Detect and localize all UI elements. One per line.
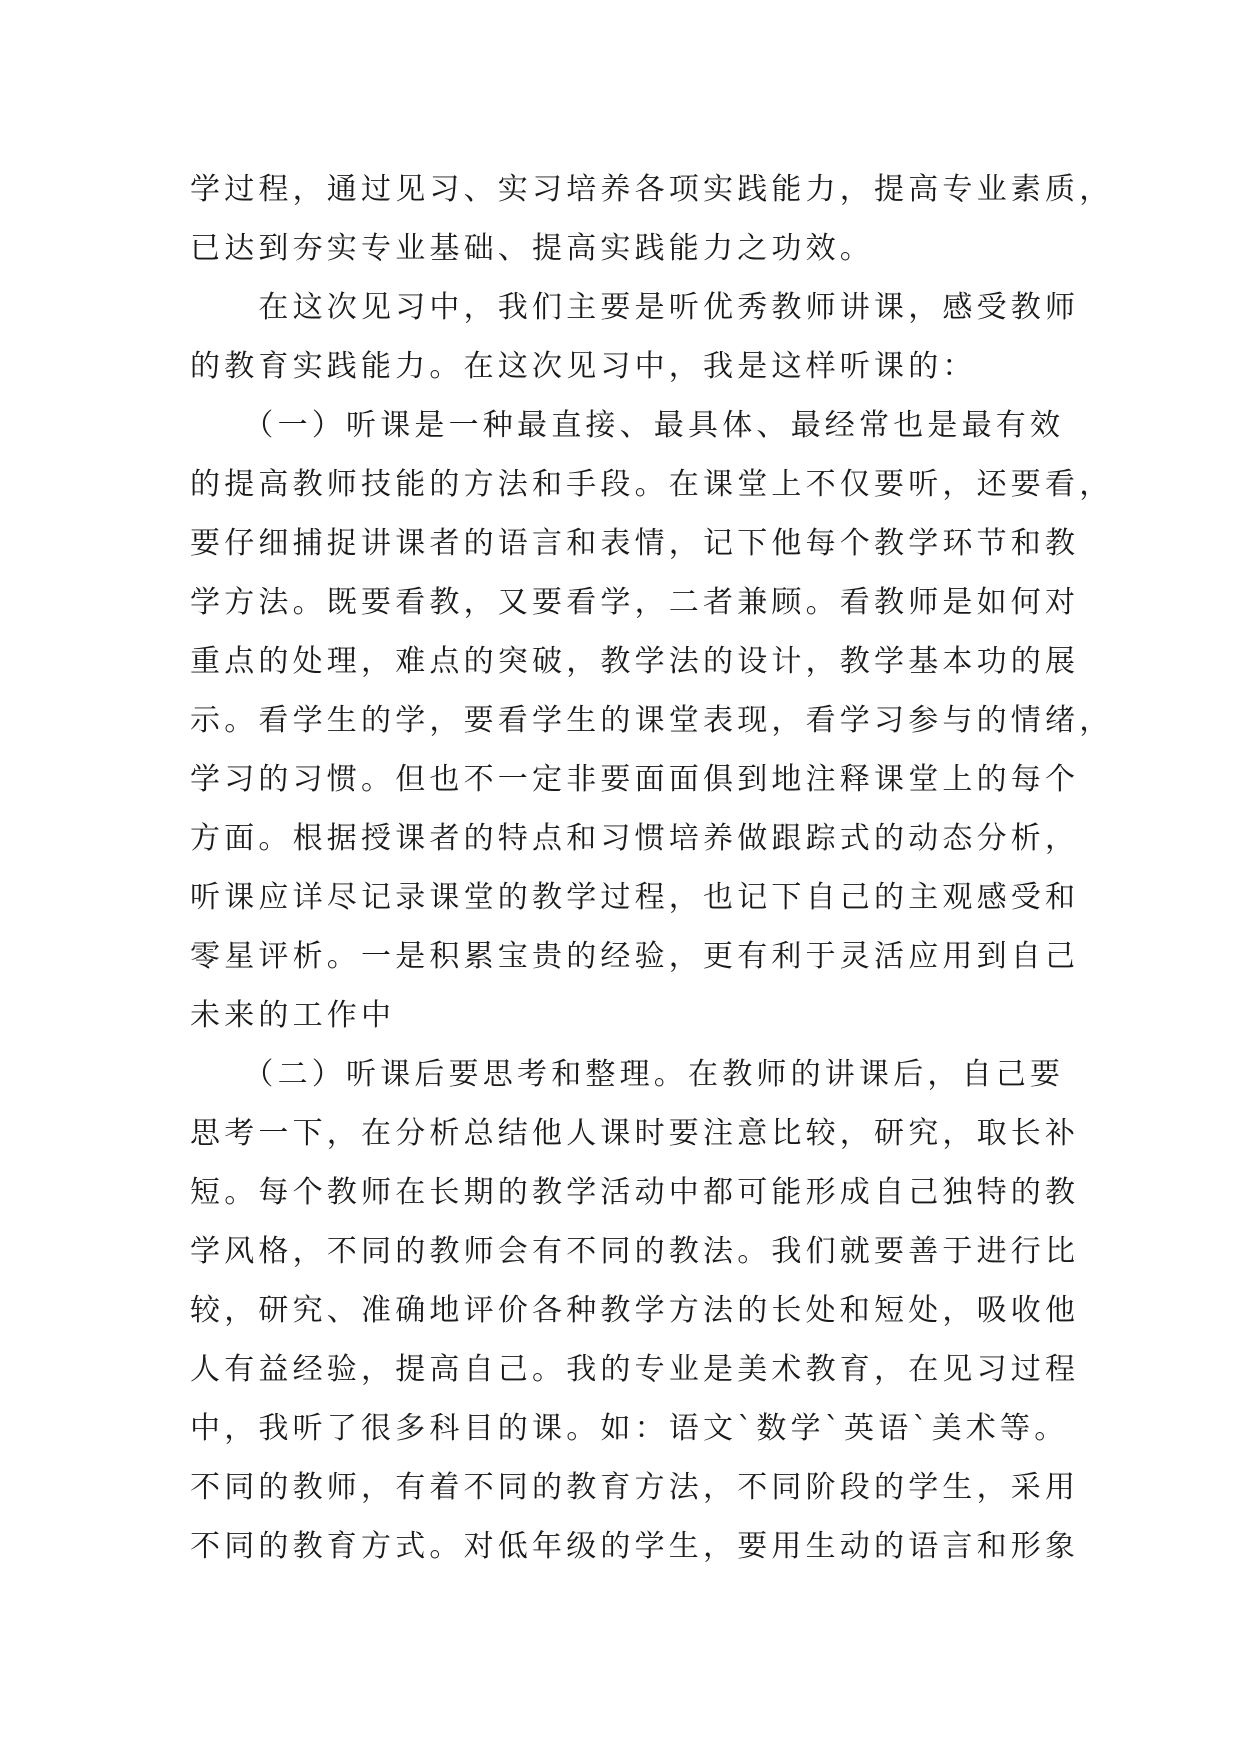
text-line: 不同的教师，有着不同的教育方法，不同阶段的学生，采用	[190, 1470, 1080, 1505]
document-body	[190, 160, 1114, 1576]
text-line: 示。看学生的学，要看学生的课堂表现，看学习参与的情绪，	[190, 703, 1114, 738]
text-line: 重点的处理，难点的突破，教学法的设计，教学基本功的展	[190, 644, 1080, 679]
text-line: （二）听课后要思考和整理。在教师的讲课后，自己要	[190, 1057, 1065, 1092]
text-line: （一）听课是一种最直接、最具体、最经常也是最有效	[190, 408, 1065, 443]
text-line: 零星评析。一是积累宝贵的经验，更有利于灵活应用到自己	[190, 939, 1080, 974]
text-line: 学风格，不同的教师会有不同的教法。我们就要善于进行比	[190, 1234, 1080, 1269]
text-line: 在这次见习中，我们主要是听优秀教师讲课，感受教师	[190, 290, 1080, 325]
text-line: 已达到夯实专业基础、提高实践能力之功效。	[190, 231, 874, 266]
text-line: 短。每个教师在长期的教学活动中都可能形成自己独特的教	[190, 1175, 1080, 1210]
text-line: 较，研究、准确地评价各种教学方法的长处和短处，吸收他	[190, 1293, 1080, 1328]
text-line: 学方法。既要看教，又要看学，二者兼顾。看教师是如何对	[190, 585, 1080, 620]
text-line: 的教育实践能力。在这次见习中，我是这样听课的：	[190, 349, 977, 384]
text-line: 不同的教育方式。对低年级的学生，要用生动的语言和形象	[190, 1529, 1080, 1564]
text-line: 方面。根据授课者的特点和习惯培养做跟踪式的动态分析，	[190, 821, 1080, 856]
text-line: 要仔细捕捉讲课者的语言和表情，记下他每个教学环节和教	[190, 526, 1080, 561]
text-line: 的提高教师技能的方法和手段。在课堂上不仅要听，还要看，	[190, 467, 1114, 502]
text-line: 中，我听了很多科目的课。如：语文`数学`英语`美术等。	[190, 1411, 1069, 1446]
text-line: 人有益经验，提高自己。我的专业是美术教育，在见习过程	[190, 1352, 1080, 1387]
text-line: 学过程，通过见习、实习培养各项实践能力，提高专业素质，	[190, 172, 1114, 207]
text-line: 思考一下，在分析总结他人课时要注意比较，研究，取长补	[190, 1116, 1080, 1151]
text-line: 学习的习惯。但也不一定非要面面俱到地注释课堂上的每个	[190, 762, 1080, 797]
text-line: 听课应详尽记录课堂的教学过程，也记下自己的主观感受和	[190, 880, 1080, 915]
text-line: 未来的工作中	[190, 998, 396, 1033]
